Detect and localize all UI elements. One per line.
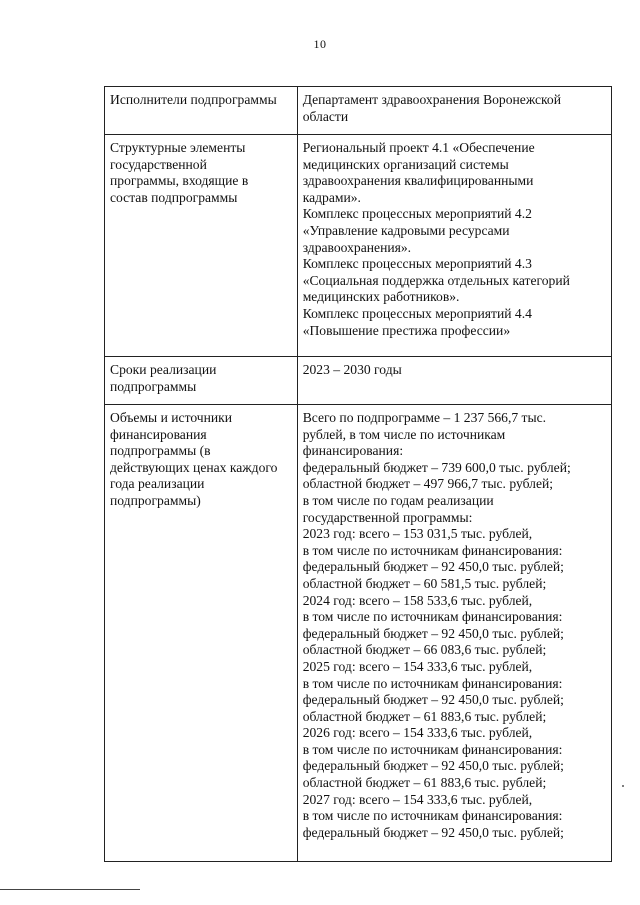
- executors-value-line: области: [302, 108, 349, 124]
- structural-elements-line: Комплекс процессных мероприятий 4.2: [302, 206, 532, 222]
- funding-line: федеральный бюджет – 92 450,0 тыс. рублей;: [302, 758, 564, 774]
- funding-volumes-label: Объемы и источники финансирования подпрограммы (в действующих ценах каждого года реализации подпрограммы): [110, 410, 278, 508]
- table-row-executors: [105, 87, 612, 135]
- funding-line: 2025 год: всего – 154 333,6 тыс. рублей,: [302, 658, 533, 674]
- footnote-separator-line: [0, 889, 140, 890]
- value-cell-executors: [297, 87, 611, 135]
- structural-elements-line: Комплекс процессных мероприятий 4.3: [302, 256, 532, 272]
- value-cell-funding-volumes: [297, 405, 611, 862]
- value-cell-structural-elements: [297, 135, 611, 357]
- funding-line: в том числе по источникам финансирования:: [302, 609, 563, 625]
- structural-elements-line: «Управление кадровыми ресурсами: [302, 222, 510, 238]
- table-row-funding-volumes: [105, 405, 612, 862]
- implementation-terms-value: 2023 – 2030 годы: [302, 362, 402, 377]
- funding-line: федеральный бюджет – 92 450,0 тыс. рублей;: [302, 692, 564, 708]
- table-row-structural-elements: [105, 135, 612, 357]
- funding-line: государственной программы:: [302, 509, 473, 525]
- table-row-implementation-terms: [105, 357, 612, 405]
- funding-line: федеральный бюджет – 92 450,0 тыс. рублей;: [302, 824, 564, 840]
- funding-line: областной бюджет – 61 883,6 тыс. рублей;: [302, 775, 547, 791]
- label-cell-implementation-terms: [105, 357, 298, 405]
- implementation-terms-label: Сроки реализации подпрограммы: [110, 362, 217, 394]
- label-cell-executors: [105, 87, 298, 135]
- funding-line: 2027 год: всего – 154 333,6 тыс. рублей,: [302, 791, 533, 807]
- funding-line: 2026 год: всего – 154 333,6 тыс. рублей,: [302, 725, 533, 741]
- funding-line: федеральный бюджет – 92 450,0 тыс. рублей;: [302, 625, 564, 641]
- page-number: 10: [313, 37, 327, 51]
- structural-elements-line: здравоохранения квалифицированными: [302, 173, 534, 189]
- funding-line: рублей, в том числе по источникам: [302, 426, 506, 442]
- funding-line: областной бюджет – 497 966,7 тыс. рублей;: [302, 476, 554, 492]
- funding-line: 2023 год: всего – 153 031,5 тыс. рублей,: [302, 526, 533, 542]
- funding-line: Всего по подпрограмме – 1 237 566,7 тыс.: [302, 410, 547, 425]
- funding-line: в том числе по источникам финансирования:: [302, 675, 563, 691]
- funding-line: областной бюджет – 66 083,6 тыс. рублей;: [302, 642, 547, 658]
- structural-elements-line: Комплекс процессных мероприятий 4.4: [302, 305, 532, 321]
- funding-line: в том числе по источникам финансирования:: [302, 741, 563, 757]
- funding-line: в том числе по источникам финансирования:: [302, 542, 563, 558]
- structural-elements-line: «Повышение престижа профессии»: [302, 322, 511, 338]
- funding-line: финансирования:: [302, 443, 404, 459]
- structural-elements-line: «Социальная поддержка отдельных категорий: [302, 272, 570, 288]
- executors-label: Исполнители подпрограммы: [110, 92, 277, 107]
- structural-elements-line: медицинских работников».: [302, 289, 460, 305]
- funding-line: в том числе по годам реализации: [302, 492, 494, 508]
- executors-value-line: Департамент здравоохранения Воронежской: [302, 92, 561, 107]
- structural-elements-line: медицинских организаций системы: [302, 156, 509, 172]
- funding-line: 2024 год: всего – 158 533,6 тыс. рублей,: [302, 592, 533, 608]
- label-cell-structural-elements: [105, 135, 298, 357]
- funding-line: областной бюджет – 60 581,5 тыс. рублей;: [302, 575, 547, 591]
- structural-elements-line: Региональный проект 4.1 «Обеспечение: [302, 140, 535, 155]
- funding-line: федеральный бюджет – 739 600,0 тыс. рублей;: [302, 459, 571, 475]
- structural-elements-label: Структурные элементы государственной программы, входящие в состав подпрограммы: [110, 140, 249, 205]
- funding-line: областной бюджет – 61 883,6 тыс. рублей;: [302, 708, 547, 724]
- subprogram-passport-table: [104, 86, 612, 862]
- structural-elements-line: кадрами».: [302, 189, 361, 205]
- value-cell-implementation-terms: [297, 357, 611, 405]
- structural-elements-line: здравоохранения».: [302, 239, 412, 255]
- funding-line: федеральный бюджет – 92 450,0 тыс. рублей;: [302, 559, 564, 575]
- scan-speck: [622, 785, 624, 787]
- label-cell-funding-volumes: [105, 405, 298, 862]
- funding-line: в том числе по источникам финансирования:: [302, 808, 563, 824]
